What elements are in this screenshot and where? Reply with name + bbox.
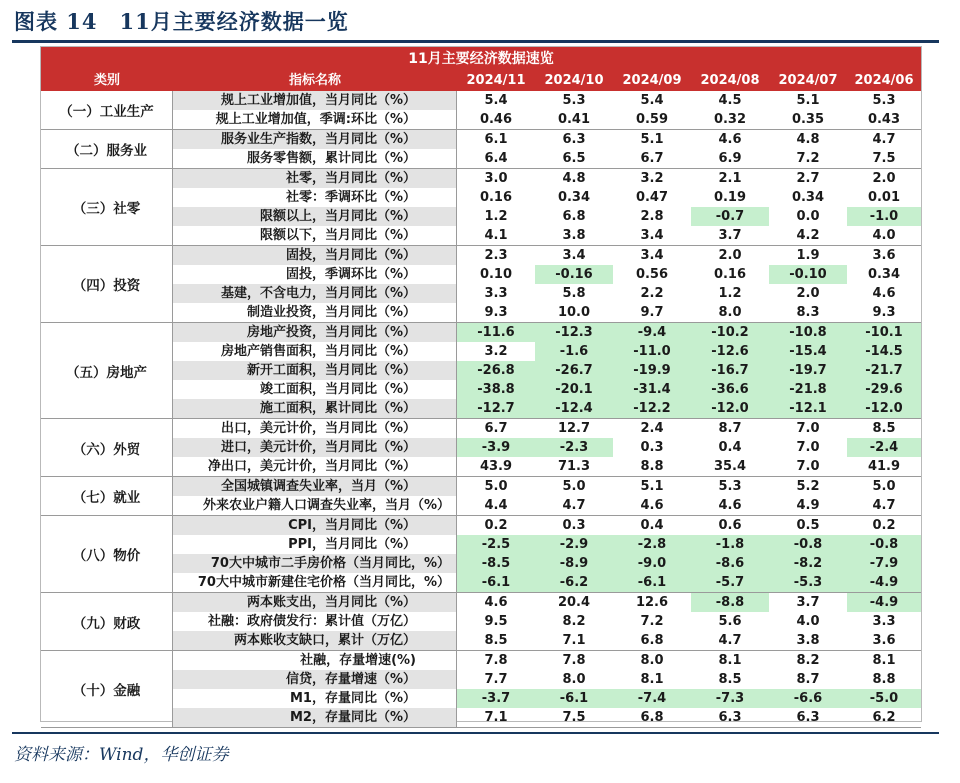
value-cell: 5.0: [484, 479, 508, 494]
value-cell: 0.3: [640, 440, 664, 455]
value-cell: -1.6: [535, 342, 613, 361]
value-cell: -20.1: [535, 380, 613, 399]
value-cell: -6.2: [535, 573, 613, 592]
table-group: [41, 516, 921, 593]
value-cell: -12.3: [535, 323, 613, 342]
value-cell: 4.6: [718, 132, 742, 147]
value-cell: 5.6: [718, 614, 742, 629]
value-cell: 3.2: [640, 171, 664, 186]
table-group: [41, 477, 921, 516]
header-2024-06: 2024/06: [854, 73, 914, 88]
category-label: （八）物价: [41, 516, 173, 592]
table-row: [173, 516, 921, 535]
indicator-name: 基建，不含电力，当月同比（%）: [173, 284, 457, 303]
value-cell: -29.6: [847, 380, 921, 399]
value-cell: 7.0: [796, 440, 820, 455]
value-cell: 0.4: [718, 440, 742, 455]
value-cell: -4.9: [847, 573, 921, 592]
category-label: （四）投资: [41, 246, 173, 322]
value-cell: 0.19: [713, 190, 747, 205]
value-cell: 5.1: [640, 479, 664, 494]
value-cell: -1.8: [691, 535, 769, 554]
value-cell: 6.8: [562, 209, 586, 224]
figure-title: 图表 14 11月主要经济数据一览: [14, 9, 349, 34]
indicator-name: 规上工业增加值，当月同比（%）: [173, 91, 457, 110]
value-cell: 2.7: [796, 171, 820, 186]
source-note: 资料来源：Wind，华创证券: [14, 745, 229, 765]
value-cell: 2.8: [640, 209, 664, 224]
indicator-name: 固投，当月同比（%）: [173, 246, 457, 265]
value-cell: -7.9: [847, 554, 921, 573]
value-cell: 7.8: [484, 653, 508, 668]
value-cell: 3.7: [796, 595, 820, 610]
value-cell: -2.8: [613, 535, 691, 554]
table-row: [173, 284, 921, 303]
table-group: [41, 130, 921, 169]
value-cell: -11.6: [457, 323, 535, 342]
value-cell: 5.4: [484, 93, 508, 108]
value-cell: -26.7: [535, 361, 613, 380]
value-cell: 7.1: [484, 710, 508, 725]
indicator-name: 服务业生产指数，当月同比（%）: [173, 130, 457, 149]
value-cell: 6.5: [562, 151, 586, 166]
value-cell: 12.7: [557, 421, 591, 436]
value-cell: 2.2: [640, 286, 664, 301]
value-cell: 5.3: [872, 93, 896, 108]
indicator-name: 信贷，存量增速（%）: [173, 670, 457, 689]
value-cell: -21.8: [769, 380, 847, 399]
value-cell: -12.2: [613, 399, 691, 418]
indicator-name: 竣工面积，当月同比（%）: [173, 380, 457, 399]
value-cell: 4.9: [796, 498, 820, 513]
value-cell: 71.3: [557, 459, 591, 474]
value-cell: 6.4: [484, 151, 508, 166]
value-cell: -0.8: [769, 535, 847, 554]
value-cell: -8.6: [691, 554, 769, 573]
value-cell: 8.7: [718, 421, 742, 436]
header-2024-07: 2024/07: [778, 73, 838, 88]
value-cell: -12.7: [457, 399, 535, 418]
value-cell: -12.4: [535, 399, 613, 418]
value-cell: 4.1: [484, 228, 508, 243]
indicator-name: 社融：政府债发行：累计值（万亿）: [173, 612, 457, 631]
value-cell: -19.7: [769, 361, 847, 380]
indicator-name: M1，存量同比（%）: [173, 689, 457, 708]
value-cell: -4.9: [847, 593, 921, 612]
indicator-name: 社融，存量增速(%): [173, 651, 457, 670]
value-cell: 4.8: [562, 171, 586, 186]
indicator-name: 净出口，美元计价，当月同比（%）: [173, 457, 457, 476]
value-cell: -38.8: [457, 380, 535, 399]
value-cell: 0.2: [484, 518, 508, 533]
value-cell: 4.0: [796, 614, 820, 629]
value-cell: 5.2: [796, 479, 820, 494]
indicator-name: 限额以下，当月同比（%）: [173, 226, 457, 245]
value-cell: 3.3: [872, 614, 896, 629]
value-cell: 2.0: [718, 248, 742, 263]
value-cell: 0.47: [635, 190, 669, 205]
value-cell: -31.4: [613, 380, 691, 399]
value-cell: -7.4: [613, 689, 691, 708]
indicator-name: 70大中城市二手房价格（当月同比，%）: [173, 554, 457, 573]
value-cell: 3.4: [562, 248, 586, 263]
value-cell: 8.5: [484, 633, 508, 648]
value-cell: 0.2: [872, 518, 896, 533]
value-cell: 1.2: [718, 286, 742, 301]
value-cell: -1.0: [847, 207, 921, 226]
value-cell: 43.9: [479, 459, 513, 474]
table-row: [173, 323, 921, 342]
value-cell: 5.0: [562, 479, 586, 494]
category-label: （十）金融: [41, 651, 173, 727]
table-row: [173, 149, 921, 168]
table-row: [173, 708, 921, 727]
indicator-name: 两本账收支缺口，累计（万亿）: [173, 631, 457, 650]
header-2024-10: 2024/10: [544, 73, 604, 88]
value-cell: -5.7: [691, 573, 769, 592]
value-cell: -14.5: [847, 342, 921, 361]
value-cell: -26.8: [457, 361, 535, 380]
value-cell: 4.6: [718, 498, 742, 513]
value-cell: 7.8: [562, 653, 586, 668]
value-cell: 8.2: [562, 614, 586, 629]
value-cell: 4.7: [872, 498, 896, 513]
value-cell: 0.5: [796, 518, 820, 533]
value-cell: 8.1: [718, 653, 742, 668]
value-cell: -8.9: [535, 554, 613, 573]
value-cell: 2.1: [718, 171, 742, 186]
table-row: [173, 265, 921, 284]
indicator-name: 外来农业户籍人口调查失业率，当月（%）: [173, 496, 457, 515]
value-cell: 20.4: [557, 595, 591, 610]
title-divider: [12, 40, 939, 43]
table-row: [173, 593, 921, 612]
value-cell: 0.3: [562, 518, 586, 533]
table-row: [173, 573, 921, 592]
value-cell: -9.0: [613, 554, 691, 573]
value-cell: 2.0: [872, 171, 896, 186]
value-cell: 7.0: [796, 459, 820, 474]
table-row: [173, 535, 921, 554]
value-cell: -3.9: [457, 438, 535, 457]
indicator-name: 进口，美元计价，当月同比（%）: [173, 438, 457, 457]
value-cell: 5.1: [796, 93, 820, 108]
value-cell: 0.6: [718, 518, 742, 533]
table-row: [173, 91, 921, 110]
category-label: （三）社零: [41, 169, 173, 245]
value-cell: 0.0: [796, 209, 820, 224]
indicator-name: 全国城镇调查失业率，当月（%）: [173, 477, 457, 496]
header-2024-09: 2024/09: [622, 73, 682, 88]
value-cell: 2.0: [796, 286, 820, 301]
value-cell: 8.0: [562, 672, 586, 687]
value-cell: 8.5: [718, 672, 742, 687]
value-cell: 4.7: [872, 132, 896, 147]
value-cell: -10.1: [847, 323, 921, 342]
value-cell: -2.5: [457, 535, 535, 554]
value-cell: 5.0: [872, 479, 896, 494]
value-cell: 7.5: [872, 151, 896, 166]
value-cell: 8.3: [796, 305, 820, 320]
value-cell: 6.3: [796, 710, 820, 725]
table-group: [41, 323, 921, 419]
value-cell: 0.01: [867, 190, 901, 205]
table-row: [173, 130, 921, 149]
table-banner: 11月主要经济数据速览: [41, 47, 921, 71]
value-cell: 6.1: [484, 132, 508, 147]
value-cell: 6.2: [872, 710, 896, 725]
indicator-name: 房地产投资，当月同比（%）: [173, 323, 457, 342]
table-group: [41, 651, 921, 728]
value-cell: 7.5: [562, 710, 586, 725]
value-cell: 0.4: [640, 518, 664, 533]
indicator-name: 限额以上，当月同比（%）: [173, 207, 457, 226]
table-row: [173, 361, 921, 380]
value-cell: -10.2: [691, 323, 769, 342]
indicator-name: 房地产销售面积，当月同比（%）: [173, 342, 457, 361]
table-row: [173, 496, 921, 515]
value-cell: 35.4: [713, 459, 747, 474]
table-group: [41, 246, 921, 323]
indicator-name: 两本账支出，当月同比（%）: [173, 593, 457, 612]
value-cell: -0.8: [847, 535, 921, 554]
value-cell: 0.16: [479, 190, 513, 205]
value-cell: -10.8: [769, 323, 847, 342]
value-cell: 5.3: [718, 479, 742, 494]
value-cell: 3.0: [484, 171, 508, 186]
header-2024-11: 2024/11: [466, 73, 526, 88]
value-cell: 4.4: [484, 498, 508, 513]
value-cell: 9.3: [484, 305, 508, 320]
table-group: [41, 91, 921, 130]
value-cell: 0.10: [479, 267, 513, 282]
value-cell: -9.4: [613, 323, 691, 342]
value-cell: -2.9: [535, 535, 613, 554]
value-cell: -6.1: [535, 689, 613, 708]
value-cell: 4.6: [872, 286, 896, 301]
value-cell: 8.0: [640, 653, 664, 668]
value-cell: 8.0: [718, 305, 742, 320]
indicator-name: 制造业投资，当月同比（%）: [173, 303, 457, 322]
value-cell: 3.3: [484, 286, 508, 301]
value-cell: 8.1: [640, 672, 664, 687]
value-cell: 3.8: [796, 633, 820, 648]
value-cell: -6.1: [613, 573, 691, 592]
table-row: [173, 477, 921, 496]
value-cell: 8.1: [872, 653, 896, 668]
value-cell: 6.7: [640, 151, 664, 166]
value-cell: 4.5: [718, 93, 742, 108]
value-cell: 7.2: [640, 614, 664, 629]
table-row: [173, 670, 921, 689]
category-label: （二）服务业: [41, 130, 173, 168]
value-cell: 12.6: [635, 595, 669, 610]
value-cell: 0.46: [479, 112, 513, 127]
table-row: [173, 438, 921, 457]
category-label: （六）外贸: [41, 419, 173, 476]
table-row: [173, 651, 921, 670]
value-cell: 3.7: [718, 228, 742, 243]
value-cell: 3.4: [640, 228, 664, 243]
value-cell: 6.3: [718, 710, 742, 725]
value-cell: -11.0: [613, 342, 691, 361]
table-row: [173, 612, 921, 631]
value-cell: 3.8: [562, 228, 586, 243]
indicator-name: 社零：季调环比（%）: [173, 188, 457, 207]
value-cell: 4.6: [640, 498, 664, 513]
table-row: [173, 303, 921, 322]
value-cell: -5.3: [769, 573, 847, 592]
value-cell: 9.3: [872, 305, 896, 320]
value-cell: 10.0: [557, 305, 591, 320]
table-row: [173, 631, 921, 650]
indicator-name: 出口，美元计价，当月同比（%）: [173, 419, 457, 438]
economic-data-table: [40, 46, 922, 725]
indicator-name: 服务零售额，累计同比（%）: [173, 149, 457, 168]
value-cell: 6.3: [562, 132, 586, 147]
value-cell: 0.34: [791, 190, 825, 205]
value-cell: -5.0: [847, 689, 921, 708]
value-cell: -16.7: [691, 361, 769, 380]
value-cell: 8.8: [872, 672, 896, 687]
value-cell: -6.6: [769, 689, 847, 708]
table-row: [173, 226, 921, 245]
table-header-row: [41, 71, 921, 91]
indicator-name: 固投，季调环比（%）: [173, 265, 457, 284]
value-cell: -36.6: [691, 380, 769, 399]
value-cell: -12.0: [847, 399, 921, 418]
value-cell: 4.7: [562, 498, 586, 513]
value-cell: 4.6: [484, 595, 508, 610]
value-cell: -15.4: [769, 342, 847, 361]
value-cell: 7.7: [484, 672, 508, 687]
value-cell: 9.7: [640, 305, 664, 320]
value-cell: -0.7: [691, 207, 769, 226]
value-cell: -2.4: [847, 438, 921, 457]
value-cell: 8.8: [640, 459, 664, 474]
table-group: [41, 593, 921, 651]
table-row: [173, 188, 921, 207]
value-cell: 7.1: [562, 633, 586, 648]
value-cell: 8.5: [872, 421, 896, 436]
table-row: [173, 554, 921, 573]
value-cell: 1.2: [484, 209, 508, 224]
table-row: [173, 110, 921, 129]
value-cell: 4.7: [718, 633, 742, 648]
value-cell: 3.4: [640, 248, 664, 263]
indicator-name: 社零，当月同比（%）: [173, 169, 457, 188]
value-cell: -6.1: [457, 573, 535, 592]
value-cell: 4.0: [872, 228, 896, 243]
value-cell: 2.4: [640, 421, 664, 436]
value-cell: 7.2: [796, 151, 820, 166]
value-cell: 5.1: [640, 132, 664, 147]
value-cell: -12.6: [691, 342, 769, 361]
table-row: [173, 342, 921, 361]
value-cell: 6.8: [640, 633, 664, 648]
value-cell: 0.32: [713, 112, 747, 127]
category-label: （七）就业: [41, 477, 173, 515]
table-row: [173, 399, 921, 418]
value-cell: 7.0: [796, 421, 820, 436]
indicator-name: 新开工面积，当月同比（%）: [173, 361, 457, 380]
value-cell: -12.1: [769, 399, 847, 418]
table-row: [173, 169, 921, 188]
value-cell: 5.8: [562, 286, 586, 301]
table-row: [173, 380, 921, 399]
value-cell: 0.34: [557, 190, 591, 205]
value-cell: -21.7: [847, 361, 921, 380]
table-group: [41, 419, 921, 477]
table-group: [41, 169, 921, 246]
source-divider: [12, 732, 939, 734]
header-2024-08: 2024/08: [700, 73, 760, 88]
header-indicator: 指标名称: [288, 73, 341, 88]
value-cell: 0.41: [557, 112, 591, 127]
value-cell: 5.3: [562, 93, 586, 108]
value-cell: 0.34: [867, 267, 901, 282]
value-cell: 9.5: [484, 614, 508, 629]
category-label: （九）财政: [41, 593, 173, 650]
indicator-name: 70大中城市新建住宅价格（当月同比，%）: [173, 573, 457, 592]
value-cell: -8.8: [691, 593, 769, 612]
value-cell: -7.3: [691, 689, 769, 708]
value-cell: 41.9: [867, 459, 901, 474]
indicator-name: CPI，当月同比（%）: [173, 516, 457, 535]
value-cell: 0.59: [635, 112, 669, 127]
value-cell: 6.8: [640, 710, 664, 725]
header-category: 类别: [93, 73, 120, 88]
table-row: [173, 419, 921, 438]
table-row: [173, 207, 921, 226]
indicator-name: 规上工业增加值，季调:环比（%）: [173, 110, 457, 129]
value-cell: 6.9: [718, 151, 742, 166]
value-cell: -0.10: [769, 265, 847, 284]
indicator-name: PPI，当月同比（%）: [173, 535, 457, 554]
value-cell: 0.35: [791, 112, 825, 127]
table-row: [173, 246, 921, 265]
indicator-name: 施工面积，累计同比（%）: [173, 399, 457, 418]
value-cell: 3.6: [872, 633, 896, 648]
value-cell: 3.2: [484, 344, 508, 359]
value-cell: -12.0: [691, 399, 769, 418]
table-row: [173, 689, 921, 708]
value-cell: -8.5: [457, 554, 535, 573]
value-cell: 0.16: [713, 267, 747, 282]
value-cell: 6.7: [484, 421, 508, 436]
value-cell: 2.3: [484, 248, 508, 263]
value-cell: -8.2: [769, 554, 847, 573]
table-row: [173, 457, 921, 476]
value-cell: -3.7: [457, 689, 535, 708]
value-cell: 4.2: [796, 228, 820, 243]
indicator-name: M2，存量同比（%）: [173, 708, 457, 727]
value-cell: -0.16: [535, 265, 613, 284]
value-cell: 0.43: [867, 112, 901, 127]
value-cell: -19.9: [613, 361, 691, 380]
value-cell: 8.2: [796, 653, 820, 668]
value-cell: 3.6: [872, 248, 896, 263]
category-label: （五）房地产: [41, 323, 173, 418]
value-cell: 5.4: [640, 93, 664, 108]
value-cell: -2.3: [535, 438, 613, 457]
value-cell: 4.8: [796, 132, 820, 147]
value-cell: 0.56: [635, 267, 669, 282]
category-label: （一）工业生产: [41, 91, 173, 129]
value-cell: 1.9: [796, 248, 820, 263]
value-cell: 8.7: [796, 672, 820, 687]
